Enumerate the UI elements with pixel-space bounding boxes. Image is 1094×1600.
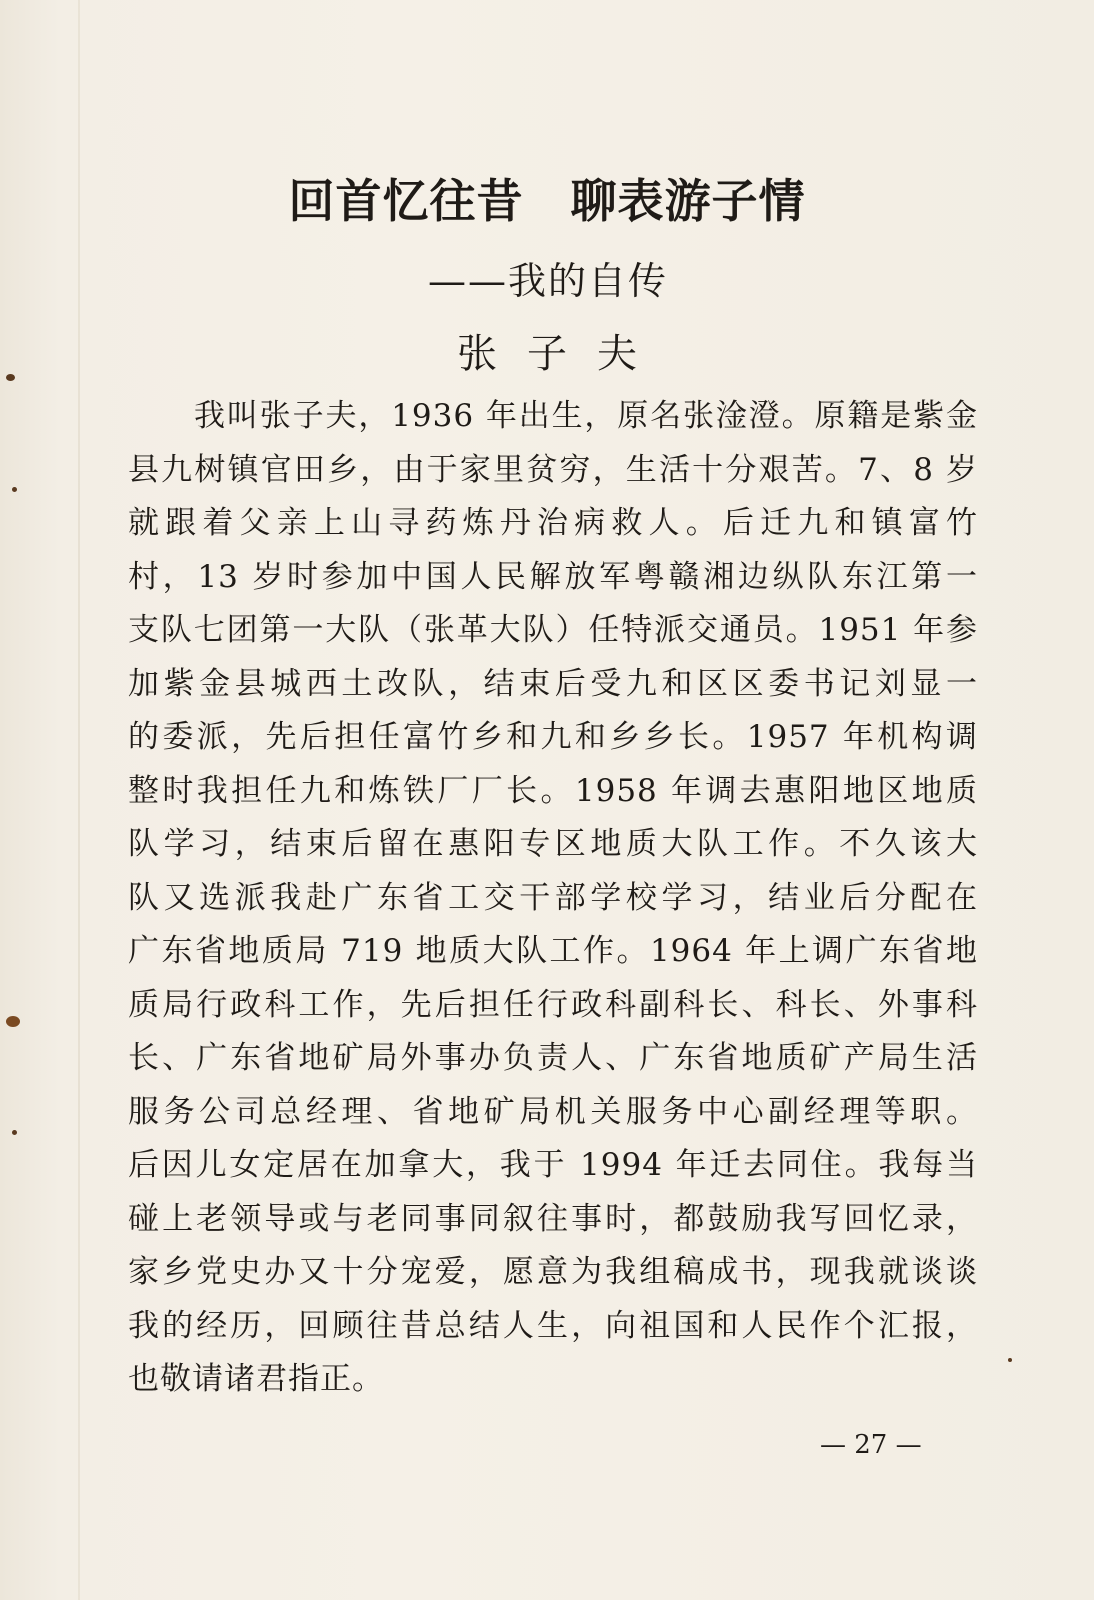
text-line: 质局行政科工作，先后担任行政科副科长、科长、外事科 <box>128 986 978 1023</box>
page-fold-line <box>78 0 80 1600</box>
text-line: 县九树镇官田乡，由于家里贫穷，生活十分艰苦。7、8 岁 <box>128 451 978 488</box>
page-number: — 27 — <box>820 1430 922 1460</box>
text-line: 服务公司总经理、省地矿局机关服务中心副经理等职。 <box>128 1093 978 1130</box>
body-paragraph <box>128 390 978 1407</box>
text-line: 我叫张子夫，1936 年出生，原名张淦澄。原籍是紫金 <box>194 398 978 434</box>
text-line: 就跟着父亲上山寻药炼丹治病救人。后迁九和镇富竹 <box>128 505 978 541</box>
text-line: 加紫金县城西土改队，结束后受九和区区委书记刘显一 <box>128 665 978 702</box>
margin-spot <box>1008 1358 1012 1362</box>
text-line: 也敬请诸君指正。 <box>128 1361 384 1397</box>
text-line: 碰上老领导或与老同事同叙往事时，都鼓励我写回忆录， <box>128 1200 978 1237</box>
text-line: 整时我担任九和炼铁厂厂长。1958 年调去惠阳地区地质 <box>128 772 978 809</box>
text-line: 家乡党史办又十分宠爱，愿意为我组稿成书，现我就谈谈 <box>128 1254 978 1290</box>
text-line: 村，13 岁时参加中国人民解放军粤赣湘边纵队东江第一 <box>128 558 978 595</box>
text-line: 队学习，结束后留在惠阳专区地质大队工作。不久该大 <box>128 826 978 862</box>
margin-spot <box>12 1130 17 1135</box>
margin-spot <box>6 1016 20 1027</box>
text-line: 支队七团第一大队（张革大队）任特派交通员。1951 年参 <box>128 612 978 648</box>
text-line: 我的经历，回顾往昔总结人生，向祖国和人民作个汇报， <box>128 1307 978 1344</box>
page-title: 回首忆往昔 聊表游子情 <box>288 174 806 228</box>
text-line: 队又选派我赴广东省工交干部学校学习，结业后分配在 <box>128 879 978 916</box>
text-line: 的委派，先后担任富竹乡和九和乡乡长。1957 年机构调 <box>128 719 978 755</box>
text-line: 广东省地质局 719 地质大队工作。1964 年上调广东省地 <box>128 933 978 969</box>
page-subtitle: ——我的自传 <box>428 259 669 303</box>
text-line: 长、广东省地矿局外事办负责人、广东省地质矿产局生活 <box>128 1040 978 1076</box>
author-name: 张子夫 <box>457 331 667 377</box>
text-line: 后因儿女定居在加拿大，我于 1994 年迁去同住。我每当 <box>128 1147 978 1183</box>
margin-spot <box>12 487 17 492</box>
